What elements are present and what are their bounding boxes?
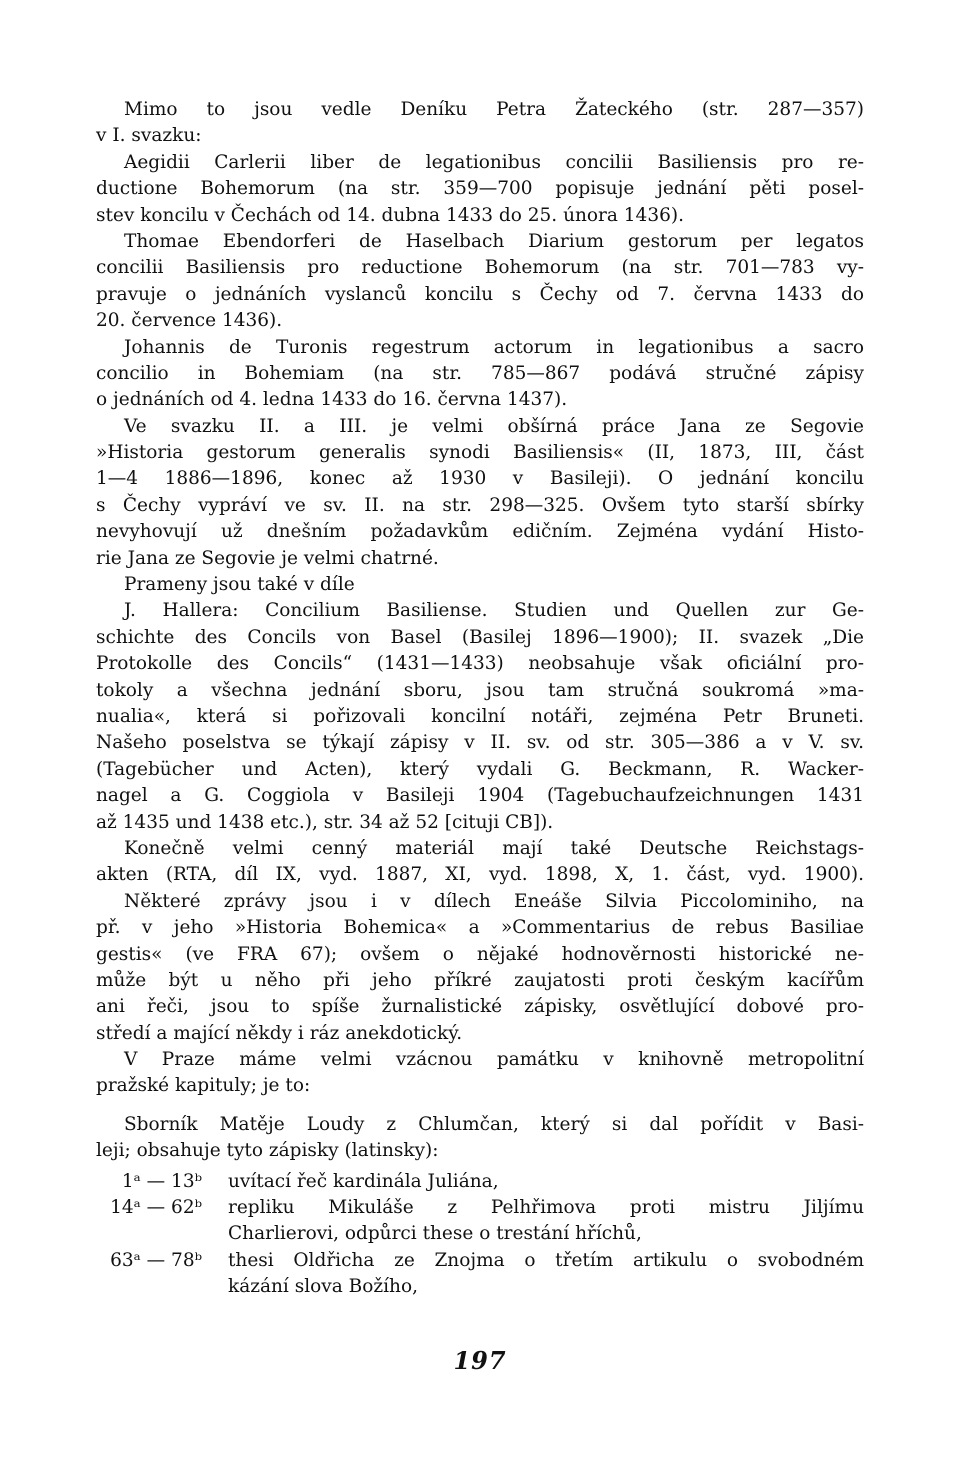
text-line: Některé zprávy jsou i v dílech Eneáše Silvia Piccolominiho, na: [124, 890, 864, 912]
page-body: [96, 97, 864, 1301]
text-line: Mimo to jsou vedle Deníku Petra Žateckého (str. 287—357): [124, 99, 864, 120]
text-line: (Tagebücher und Acten), který vydali G. Beckmann, R. Wacker-: [96, 758, 864, 780]
text-line: Konečně velmi cenný materiál mají také Deutsche Reichstags-: [124, 837, 864, 859]
page-number: 197: [453, 1346, 507, 1375]
text-line: stev koncilu v Čechách od 14. dubna 1433 do 25. února 1436).: [96, 204, 684, 226]
text-line: gestis« (ve FRA 67); ovšem o nějaké hodnověrnosti historické ne-: [96, 943, 864, 965]
text-line: Johannis de Turonis regestrum actorum in legationibus a sacro: [124, 336, 864, 358]
text-line: V Praze máme velmi vzácnou památku v knihovně metropolitní: [124, 1049, 864, 1071]
text-line: v I. svazku:: [96, 125, 202, 147]
text-line: nagel a G. Coggiola v Basileji 1904 (Tagebuchaufzeichnungen 1431: [96, 785, 864, 807]
entry-text: kázání slova Božího,: [228, 1276, 418, 1298]
text-line: středí a mající někdy i ráz anekdotický.: [96, 1022, 463, 1044]
text-line: 20. července 1436).: [96, 310, 283, 332]
text-line: rie Jana ze Segovie je velmi chatrné.: [96, 547, 439, 569]
folio-range: 1ᵃ — 13ᵇ: [121, 1170, 202, 1192]
text-line: může být u něho při jeho příkré zaujatosti proti českým kacířům: [96, 969, 864, 991]
text-line: Prameny jsou také v díle: [124, 574, 355, 596]
text-line: až 1435 und 1438 etc.), str. 34 až 52 [cituji CB]).: [96, 811, 554, 833]
paragraph-gap: [96, 1100, 864, 1112]
folio-range: 14ᵃ — 62ᵇ: [110, 1197, 202, 1219]
entry-text: thesi Oldřicha ze Znojma o třetím artikulu o svobodném: [228, 1249, 864, 1271]
entry-text: uvítací řeč kardinála Juliána,: [228, 1170, 499, 1192]
text-line: s Čechy vypráví ve sv. II. na str. 298—325. Ovšem tyto starší sbírky: [96, 494, 864, 516]
text-line: ani řeči, jsou to spíše žurnalistické zápisky, osvětlující dobové pro-: [96, 996, 864, 1018]
manuscript-entry-continuation: [96, 1274, 864, 1300]
text-line: J. Hallera: Concilium Basiliense. Studien und Quellen zur Ge-: [124, 600, 864, 622]
folio-range: 63ᵃ — 78ᵇ: [110, 1249, 202, 1271]
text-line: ductione Bohemorum (na str. 359—700 popisuje jednání pěti posel-: [96, 178, 864, 200]
text-line: Aegidii Carlerii liber de legationibus concilii Basiliensis pro re-: [124, 151, 864, 173]
manuscript-entry-continuation: [96, 1221, 864, 1247]
manuscript-entry: [96, 1248, 864, 1274]
text-line: nualia«, která si pořizovali koncilní notáři, zejména Petr Bruneti.: [96, 705, 864, 727]
text-line: Ve svazku II. a III. je velmi obšírná práce Jana ze Segovie: [124, 415, 864, 437]
manuscript-entry: [96, 1195, 864, 1221]
text-line: Našeho poselstva se týkají zápisy v II. sv. od str. 305—386 a v V. sv.: [96, 732, 864, 754]
text-line: schichte des Concils von Basel (Basilej 1896—1900); II. svazek „Die: [96, 626, 864, 648]
text-line: leji; obsahuje tyto zápisky (latinsky):: [96, 1140, 439, 1162]
manuscript-entry: [96, 1169, 864, 1195]
text-line: pražské kapituly; je to:: [96, 1075, 311, 1097]
text-line: pravuje o jednáních vyslanců koncilu s Čechy od 7. června 1433 do: [96, 283, 864, 305]
entry-text: Charlierovi, odpůrci these o trestání hříchů,: [228, 1223, 642, 1245]
text-line: concilii Basiliensis pro reductione Bohemorum (na str. 701—783 vy-: [96, 257, 864, 279]
text-line: nevyhovují už dnešním požadavkům edičním. Zejména vydání Histo-: [96, 521, 864, 543]
text-line: o jednáních od 4. ledna 1433 do 16. června 1437).: [96, 389, 568, 411]
text-line: tokoly a všechna jednání sboru, jsou tam stručná soukromá »ma-: [96, 679, 864, 701]
text-line: 1—4 1886—1896, konec až 1930 v Basileji). O jednání koncilu: [96, 468, 864, 490]
text-line: Protokolle des Concils“ (1431—1433) neobsahuje však oficiální pro-: [96, 653, 864, 675]
entry-text: repliku Mikuláše z Pelhřimova proti mistru Jiljímu: [228, 1197, 864, 1219]
text-line: »Historia gestorum generalis synodi Basiliensis« (II, 1873, III, část: [96, 442, 864, 464]
text-line: concilio in Bohemiam (na str. 785—867 podává stručné zápisy: [96, 362, 864, 384]
text-line: Thomae Ebendorferi de Haselbach Diarium gestorum per legatos: [124, 230, 864, 252]
text-line: Sborník Matěje Loudy z Chlumčan, který si dal pořídit v Basi-: [124, 1113, 864, 1135]
text-line: akten (RTA, díl IX, vyd. 1887, XI, vyd. 1898, X, 1. část, vyd. 1900).: [96, 864, 864, 886]
text-line: př. v jeho »Historia Bohemica« a »Commentarius de rebus Basiliae: [96, 917, 864, 939]
